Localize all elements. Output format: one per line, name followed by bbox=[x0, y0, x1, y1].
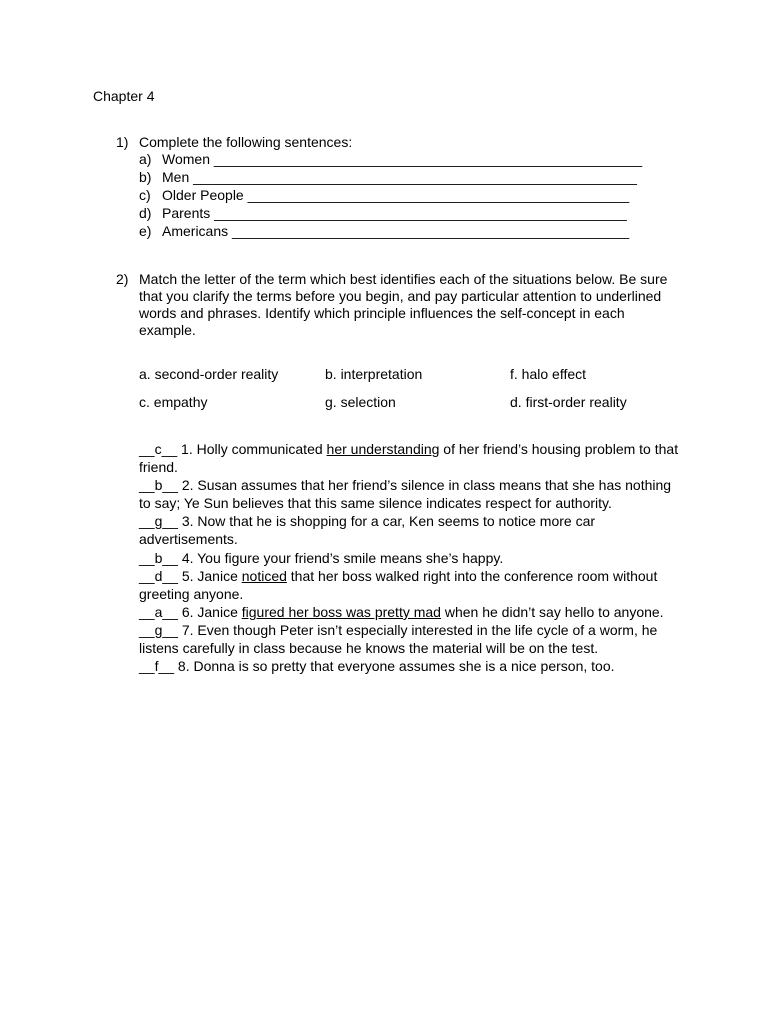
sentence-list bbox=[139, 151, 679, 241]
question-number: 2) bbox=[116, 271, 129, 287]
item-letter: c) bbox=[139, 187, 151, 203]
item-letter: a) bbox=[139, 151, 152, 167]
item-letter: d) bbox=[139, 205, 152, 221]
underlined-phrase: noticed bbox=[241, 567, 287, 584]
sentence-item bbox=[139, 223, 679, 241]
sentence-item bbox=[139, 187, 679, 205]
situation-item: __g__ 3. Now that he is shopping for a car, Ken seems to notice more car advertisements. bbox=[139, 513, 596, 548]
situation-list bbox=[139, 440, 679, 675]
situation-item: __d__ 5. Janice noticed that her boss walked right into the conference room without greeting anyone. bbox=[139, 567, 658, 602]
underlined-phrase: her understanding bbox=[326, 441, 440, 457]
term: a. second-order reality bbox=[139, 366, 279, 382]
item-letter: b) bbox=[139, 169, 152, 185]
sentence-blank: Americans ___________________________________________________ bbox=[162, 223, 630, 239]
term: f. halo effect bbox=[510, 366, 587, 382]
sentence-blank: Men _________________________________________________________ bbox=[162, 169, 637, 185]
sentence-item bbox=[139, 151, 679, 169]
sentence-blank: Parents _____________________________________________________ bbox=[162, 205, 627, 221]
situation-item: __c__ 1. Holly communicated her understanding of her friend’s housing problem to that friend. bbox=[139, 441, 679, 476]
situation-item: __f__ 8. Donna is so pretty that everyone assumes she is a nice person, too. bbox=[139, 658, 615, 675]
term-row bbox=[139, 366, 659, 394]
question-number: 1) bbox=[116, 134, 129, 150]
term: b. interpretation bbox=[325, 366, 423, 382]
question-prompt: Match the letter of the term which best identifies each of the situations below. Be sure that you clarify the terms before you begin, and pay particular attention to underlined words and phrases. Identify which principle influences the self-concept in each example. bbox=[139, 271, 668, 338]
sentence-item bbox=[139, 205, 679, 223]
term-row bbox=[139, 394, 659, 422]
page-title: Chapter 4 bbox=[93, 88, 155, 104]
term: g. selection bbox=[325, 394, 396, 410]
sentence-item bbox=[139, 169, 679, 187]
situation-item: __g__ 7. Even though Peter isn’t especially interested in the life cycle of a worm, he listens carefully in class because he knows the material will be on the test. bbox=[139, 621, 658, 657]
situation-item: __b__ 4. You figure your friend’s smile means she’s happy. bbox=[139, 549, 504, 566]
item-letter: e) bbox=[139, 223, 152, 239]
question-body bbox=[139, 134, 679, 241]
situation-item: __b__ 2. Susan assumes that her friend’s silence in class means that she has nothing to say; Ye Sun believes that this same silence indicates respect for authority. bbox=[139, 477, 672, 512]
sentence-blank: Older People _________________________________________________ bbox=[162, 187, 630, 203]
question-body bbox=[139, 271, 679, 339]
term: c. empathy bbox=[139, 394, 208, 410]
underlined-phrase: figured her boss was pretty mad bbox=[241, 603, 441, 620]
question-prompt: Complete the following sentences: bbox=[139, 134, 353, 150]
sentence-blank: Women _______________________________________________________ bbox=[162, 151, 643, 167]
situation-item: __a__ 6. Janice figured her boss was pretty mad when he didn’t say hello to anyone. bbox=[139, 603, 664, 620]
term: d. first-order reality bbox=[510, 394, 627, 410]
term-bank bbox=[139, 366, 659, 422]
